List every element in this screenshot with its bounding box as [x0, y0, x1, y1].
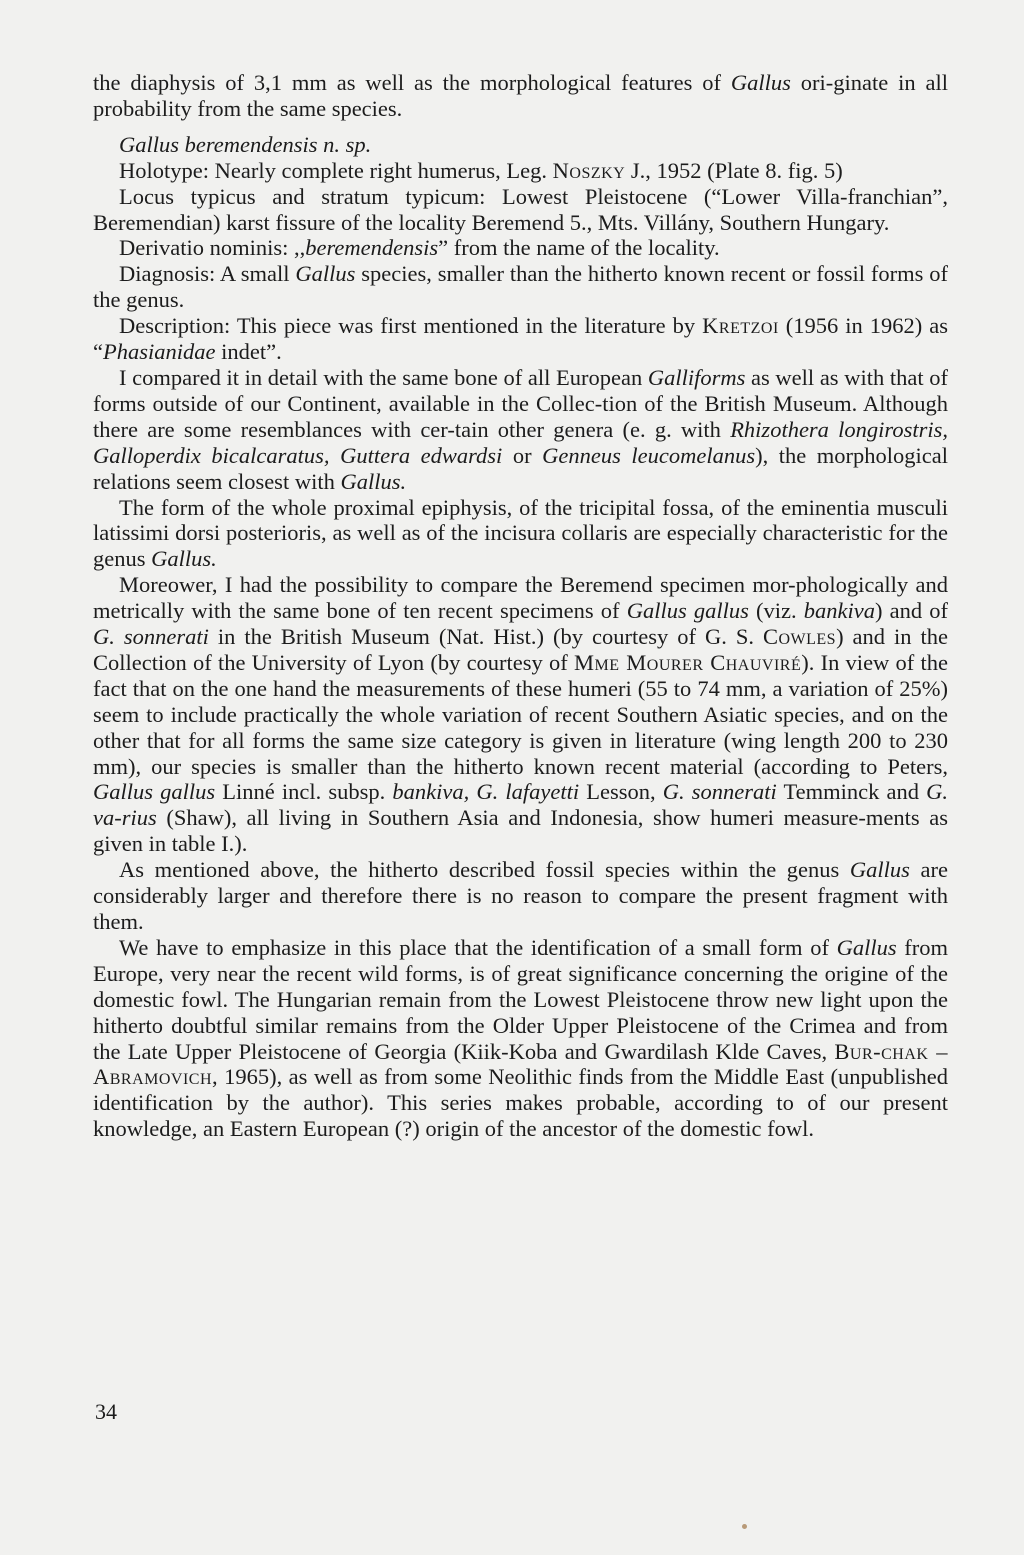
paragraph-emphasize	[93, 935, 948, 1142]
text: ) and of	[874, 598, 948, 624]
text: Diagnosis: A small	[119, 261, 296, 287]
italic-text: Phasianidae	[103, 339, 216, 365]
text: Locus typicus and stratum typicum: Lowest Pleistocene (“Lower Villa-franchian”, Beremendian) karst fissure of the locality Beremend 5., Mts. Villány, Southern Hungary.	[93, 183, 948, 235]
italic-text: G. sonnerati	[93, 624, 209, 650]
text: , 1965), as well as from some Neolithic finds from the Middle East (unpublished identification by the author). This series makes probable, according to of our present knowledge, an Eastern European (?) origin of the ancestor of the domestic fowl.	[93, 1064, 948, 1142]
page-number: 34	[95, 1399, 117, 1424]
paragraph-description	[93, 313, 948, 365]
text: (viz.	[748, 598, 804, 624]
text: as well as with that of forms outside of our Continent, available in the Collec-tion of the British Museum. Although there are some resemblances with cer-tain other genera (e. g. with	[93, 364, 948, 442]
text: (1956 in 1962) as “	[93, 313, 948, 365]
italic-text: Gallus	[849, 857, 910, 883]
species-title	[93, 132, 948, 158]
text: species, smaller than the hitherto known recent or fossil forms of the genus.	[93, 261, 948, 313]
text: or	[502, 442, 543, 468]
text: indet”.	[215, 339, 282, 365]
paragraph-holotype	[93, 158, 948, 184]
italic-text: Gallus	[295, 261, 356, 287]
text: from Europe, very near the recent wild forms, is of great significance concerning the origine of the domestic fowl. The Hungarian remain from the Lowest Pleistocene throw new light upon the hitherto doubtful similar remains from the Older Upper Pleistocene of the Crimea and from the Late Upper Pleistocene of Georgia (Kiik-Koba and Gwardilash Klde Caves,	[93, 934, 948, 1064]
text: Linné incl. subsp.	[215, 779, 393, 805]
paragraph-diagnosis	[93, 261, 948, 313]
text: I compared it in detail with the same bone of all European	[119, 364, 648, 390]
text: We have to emphasize in this place that the identification of a small form of	[119, 934, 837, 960]
text: Holotype: Nearly complete right humerus, Leg.	[119, 157, 553, 183]
paragraph-derivatio	[93, 235, 948, 261]
italic-text: Gallus gallus	[93, 779, 216, 805]
italic-text: Gallus	[836, 934, 897, 960]
text: The form of the whole proximal epiphysis, of the tricipital fossa, of the eminentia musculi latissimi dorsi posterioris, as well as of the incisura collaris are especially characteristic for the genus	[93, 494, 948, 572]
paragraph-locus	[93, 184, 948, 236]
text: are considerably larger and therefore there is no reason to compare the present fragment with them.	[93, 857, 948, 934]
italic-text: bankiva	[803, 598, 875, 624]
italic-text: Gallus.	[151, 546, 217, 572]
italic-text: Gallus	[730, 70, 791, 95]
text: the diaphysis of 3,1 mm as well as the morphological features of	[93, 70, 731, 95]
text: Moreower, I had the possibility to compare the Beremend specimen mor-phologically and metrically with the same bone of ten recent specimens of	[93, 572, 948, 624]
scan-speck	[742, 1524, 747, 1529]
text: in the British Museum (Nat. Hist.) (by courtesy of G. S.	[208, 624, 763, 650]
paragraph-intro	[93, 70, 948, 122]
italic-text: Galliforms	[647, 364, 746, 390]
text: ). In view of the fact that on the one hand the measurements of these humeri (55 to 74 mm, a variation of 25%) seem to include practically the whole variation of recent Southern Asiatic species, and on the other that for all forms the same size category is given in literature (wing length 200 to 230 mm), our species is smaller than the hitherto known recent material (according to Peters,	[93, 649, 948, 779]
paragraph-moreover	[93, 572, 948, 857]
author-name: Noszky	[552, 157, 626, 183]
text: As mentioned above, the hitherto described fossil species within the genus	[119, 857, 850, 883]
text: ), the morphological relations seem closest with	[93, 442, 949, 494]
text: ” from the name of the locality.	[438, 235, 720, 261]
author-name: Mme Mourer Chauviré	[574, 649, 802, 675]
italic-text: Genneus leucomelanus	[542, 442, 756, 468]
paragraph-form	[93, 495, 948, 573]
italic-text: Rhizothera longirostris, Galloperdix bicalcaratus, Guttera edwardsi	[93, 416, 948, 468]
text: ) and in the Collection of the University of Lyon (by courtesy of	[93, 624, 949, 675]
text: Derivatio nominis: ,,	[119, 235, 306, 261]
italic-text: Gallus.	[340, 468, 407, 494]
text: Lesson,	[579, 779, 663, 805]
author-name: Cowles	[762, 624, 837, 650]
italic-text: G. va-rius	[93, 779, 949, 831]
text: Description: This piece was first mentioned in the literature by	[119, 313, 703, 339]
italic-text: G. sonnerati	[662, 779, 777, 805]
author-name: Kretzoi	[702, 313, 779, 339]
species-name: Gallus beremendensis n. sp.	[119, 131, 372, 157]
paragraph-above	[93, 857, 948, 935]
text: J., 1952 (Plate 8. fig. 5)	[625, 157, 843, 183]
text: Temminck and	[776, 779, 927, 805]
italic-text: bankiva, G. lafayetti	[392, 779, 580, 805]
paragraph-comparison	[93, 365, 948, 495]
body-text	[93, 70, 948, 1142]
italic-text: Gallus gallus	[626, 598, 749, 624]
text: (Shaw), all living in Southern Asia and Indonesia, show humeri measure-ments as given in table I.).	[93, 805, 948, 857]
italic-text: beremendensis	[305, 235, 439, 261]
text: ori-ginate in all probability from the same species.	[93, 70, 948, 121]
author-name: Bur-chak – Abramovich	[93, 1038, 949, 1090]
